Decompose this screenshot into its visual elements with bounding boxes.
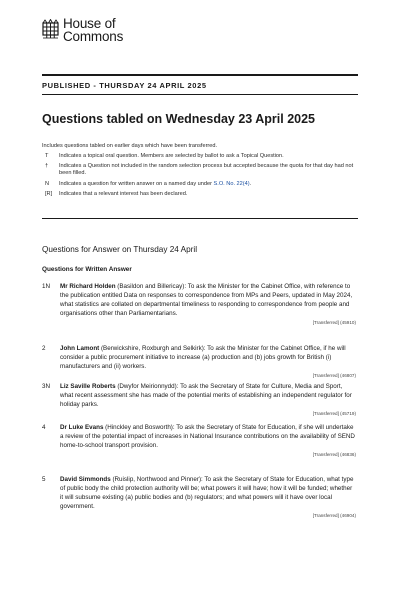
question-constituency: (Dwyfor Meirionnydd):: [115, 383, 181, 390]
question-member: Mr Richard Holden: [60, 283, 116, 290]
legend-suffix: .: [249, 180, 252, 187]
question-reference: [Transferred] (45910): [312, 320, 356, 326]
question-number: 1N: [42, 283, 50, 290]
question-number: 5: [42, 476, 46, 483]
question-number: 2: [42, 345, 46, 352]
question-member: David Simmonds: [60, 476, 111, 483]
question-text: To ask the Minister for the Cabinet Office, if he will consider a public procurement initiative to increase (a) production and (b) jobs growth for British (i) manufacturers and (ii) workers.: [60, 345, 346, 371]
question-body: [60, 282, 356, 327]
header-rule-bottom: [42, 94, 358, 95]
question-reference: [Transferred] (46904): [312, 513, 356, 519]
question-text: To ask the Secretary of State for Culture, Media and Sport, what recent assessment she has made of the potential merits of establishing an independent regulator for holiday parks.: [60, 383, 352, 409]
legend-row: [42, 181, 358, 188]
question-text: To ask the Minister for the Cabinet Office, with reference to the publication entitled Data on responses to correspondence from MPs and Peers, updated in May 2024, what statistics are collated on departmental timeliness to responding to correspondence from people and organisations other than Parliamentarians.: [60, 283, 353, 318]
question-member: John Lamont: [60, 345, 100, 352]
legend-symbol: N: [45, 180, 50, 187]
question-body: [60, 382, 356, 418]
question-reference: [Transferred] (45719): [312, 411, 356, 417]
legend-text: Indicates a Question not included in the random selection process but accepted because the quota for that day had not been filled.: [59, 163, 354, 177]
question-reference: [Transferred] (46807): [312, 373, 356, 379]
page-title: Questions tabled on Wednesday 23 April 2025: [42, 112, 315, 126]
question-member: Liz Saville Roberts: [60, 383, 116, 390]
legend-symbol: †: [45, 163, 49, 170]
legend-symbol: [R]: [45, 190, 53, 197]
legend-row: [42, 163, 358, 177]
symbol-legend: [42, 153, 358, 201]
intro-text: Includes questions tabled on earlier days which have been transferred.: [42, 143, 218, 149]
logo-line-1: House of: [63, 16, 116, 31]
legend-row: [42, 153, 358, 160]
legend-text: Indicates that a relevant interest has been declared.: [59, 190, 188, 197]
question-text: To ask the Secretary of State for Education, if she will undertake a review of the potential impact of increases in National Insurance contributions on the availability of SEND home-to-school transport provision.: [60, 424, 355, 450]
portcullis-icon: [42, 19, 59, 39]
question-member: Dr Luke Evans: [60, 424, 104, 431]
legend-row: [42, 191, 358, 198]
question-constituency: (Ruislip, Northwood and Pinner):: [110, 476, 205, 483]
question-number: 4: [42, 424, 46, 431]
question-body: [60, 475, 356, 520]
standing-order-link[interactable]: S.O. No. 22(4): [213, 180, 250, 187]
question-constituency: (Berwickshire, Roxburgh and Selkirk):: [99, 345, 208, 352]
header-rule-top: [42, 74, 358, 76]
section-rule: [42, 218, 358, 219]
question-text: To ask the Secretary of State for Education, what type of public body the child protection authority will be; what powers it will have; how it will be funded; whether it will subsume existing (a) public bodies and (b) regulators; and what powers will it have over local government.: [60, 476, 354, 511]
section-title: Questions for Answer on Thursday 24 April: [42, 245, 198, 254]
question-constituency: (Basildon and Billericay):: [115, 283, 188, 290]
question-body: [60, 423, 356, 459]
legend-text: Indicates a question for written answer on a named day under: [59, 180, 214, 187]
question-number: 3N: [42, 383, 50, 390]
question-constituency: (Hinckley and Bosworth):: [103, 424, 177, 431]
logo-line-2: Commons: [63, 29, 124, 44]
logo-text: [63, 17, 123, 43]
question-reference: [Transferred] (46836): [312, 452, 356, 458]
legend-symbol: T: [45, 153, 49, 159]
legend-text-wrapper: [59, 181, 358, 188]
published-date: PUBLISHED - THURSDAY 24 APRIL 2025: [42, 81, 207, 90]
sub-title: Questions for Written Answer: [42, 266, 132, 273]
legend-text: Indicates a topical oral question. Members are selected by ballot to ask a Topical Question.: [59, 153, 284, 159]
house-of-commons-logo: [42, 17, 123, 43]
question-body: [60, 344, 356, 380]
